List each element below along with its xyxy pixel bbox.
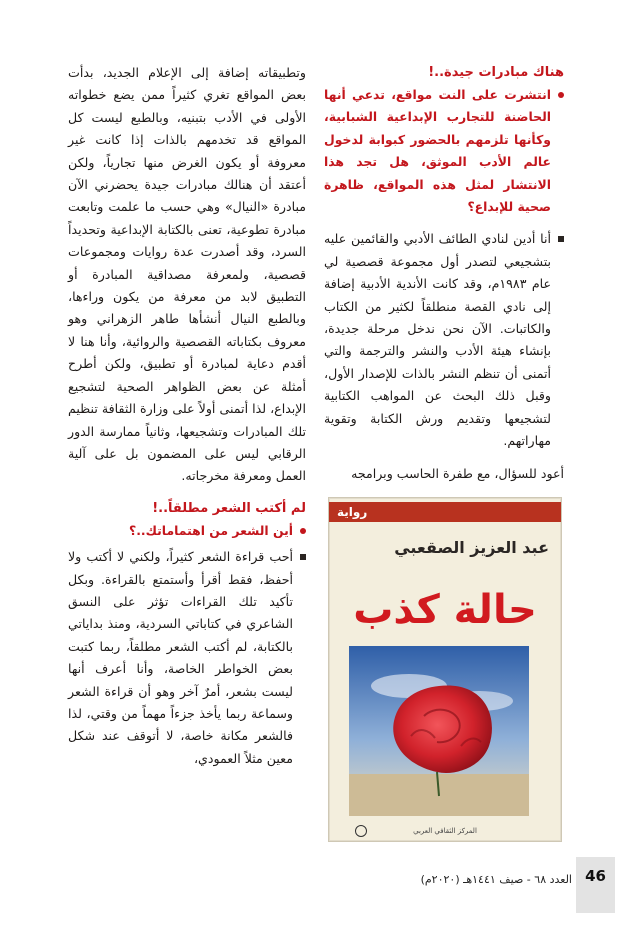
section-heading: هناك مبادرات جيدة..! [428,65,564,80]
book-cover-image [328,497,562,842]
issue-info: العدد ٦٨ - صيف ١٤٤١هـ (٢٠٢٠م) [420,873,572,886]
answer-text: أنا أدين لنادي الطائف الأدبي والقائمين عليه بتشجيعي لتصدر أول مجموعة قصصية لي عام ١٩٨٣م، وقد كانت الأندية الأدبية إضافة إلى نادي القصة منطلقاً لكثير من الكتاب والكاتبات. الآن نحن ندخل مرحلة جديدة، بإنشاء هيئة الأدب والنشر والترجمة والتي أتمنى أن تنظم النشر بالذات للإصدار الأول، وقبل ذلك البحث عن المواهب الكتابية لتشجيعها وتقديم ورش الكتابة وتقوية مهاراتهم. [324,231,552,449]
cover-genre-label: رواية [337,505,368,519]
answer-text-2: أحب قراءة الشعر كثيراً، ولكني لا أكتب ولا أحفظ، فقط أقرأ وأستمتع بالقراءة. وبكل تأكيد تلك القراءات تؤثر على النسق الشاعري في كتاباتي السردية، ومنذ بداياتي بالكتابة، لم أكتب الشعر مطلقاً، ربما كتبت بعض الخواطر الخاصة، وأنا أعرف أنها ليست بشعر، أمرٌ آخر وهو أن قراءة الشعر وسماعة ربما يأخذ جزءاً مهماً من وقتي، لذا فالشعر مكانة خاصة، لا أتوقف عند شكل معين مثلاً العمودي، [68,549,293,766]
page-number: 46 [585,867,606,885]
cover-title: حالة كذب [353,587,537,633]
interview-answer-2 [68,546,306,770]
question-text-2: أين الشعر من اهتماماتك..؟ [129,522,293,538]
page-number-box [576,857,615,913]
left-column [68,62,306,770]
cover-author: عبد العزيز الصقعبي [394,538,549,557]
interview-answer [324,228,564,452]
cover-publisher: المركز الثقافي العربي [413,827,477,835]
right-column [324,62,564,485]
interview-question-2 [68,520,306,542]
section-heading-2: لم أكتب الشعر مطلقاً..! [152,500,306,516]
paragraph-continuation: وتطبيقاته إضافة إلى الإعلام الجديد، بدأت بعض المواقع تغري كثيراً ممن يضع خطواته الأولى في الأدب بتبنيه، وبالطبع ليست كل المواقع قد تخدمهم بالذات إذا كانت غير معروفة أو يكون الغرض منها تجارياً، ولكن أعتقد أن هنالك مبادرات جيدة يحضرني الآن مبادرة «النيال» وهي حسب ما علمت وتابعت مبادرة تطوعية، تعنى بالكتابة الإبداعية وتحديداً السرد، وقد أصدرت عدة روايات ومجموعات قصصية، ولمعرفة مصداقية المبادرة أو التطبيق لابد من معرفة من يكون وراءها، وبالطبع النيال أنشأها طاهر الزهراني وهو معروف بكتاباته القصصية والروائية، وأنا هنا لا أقدم دعاية لمبادرة أو تطبيق، ولكن أطرح أمثلة عن بعض الظواهر الصحية لتشجيع الإبداع، لذا أتمنى أولاً على وزارة الثقافة تنظيم تلك المبادرات وتشجيعها، وثانياً ممارسة الدور الرقابي ليس على المضمون بل على آلية العمل ومعرفة مخرجاته. [68,65,306,484]
answer-continuation: أعود للسؤال، مع طفرة الحاسب وبرامجه [351,465,564,481]
interview-question [324,84,564,218]
question-text: انتشرت على النت مواقع، تدعي أنها الحاضنة للتجارب الإبداعية الشبابية، وكأنها تلزمهم بالحضور كبوابة لدخول عالم الأدب الموثق، هل تجد هذا الانتشار لمثل هذه المواقع، ظاهرة صحية للإبداع؟ [324,87,551,215]
cover-rose-illustration [349,646,529,816]
